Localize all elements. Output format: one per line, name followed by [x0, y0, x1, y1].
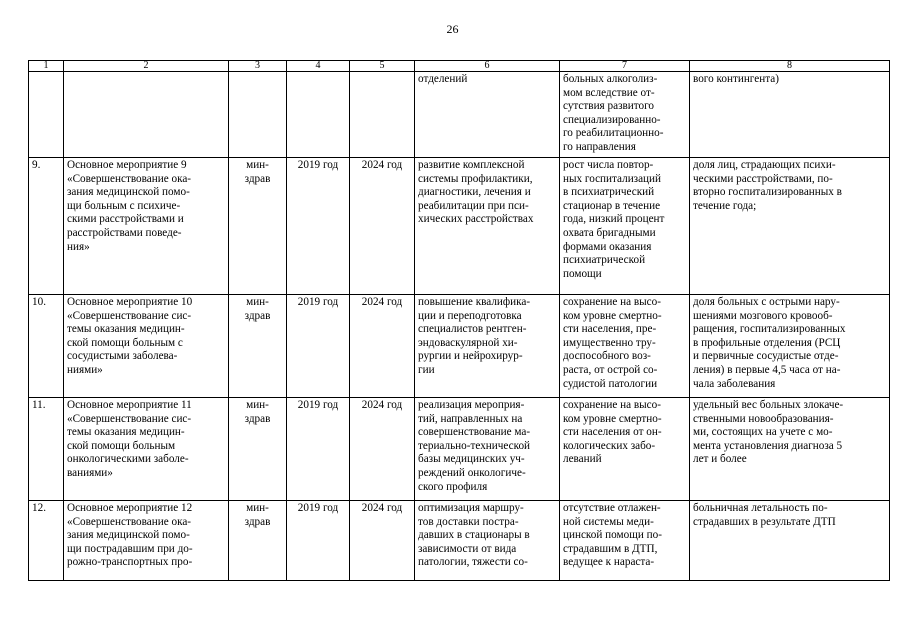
related-indicator: вого контингента)	[690, 72, 890, 158]
start-year: 2019 год	[287, 295, 350, 398]
column-number: 3	[229, 61, 287, 72]
row-number: 9.	[29, 158, 64, 295]
executor: мин- здрав	[229, 295, 287, 398]
expected-result: развитие комплексной системы профилактики, диагностики, лечения и реабилитации при пси- хических расстройствах	[415, 158, 560, 295]
column-number-row	[29, 61, 890, 72]
measure-name: Основное мероприятие 10 «Совершенствование сис- темы оказания медицин- ской помощи больным с сосудистыми заболева- ниями»	[64, 295, 229, 398]
table-row	[29, 295, 890, 398]
row-number	[29, 72, 64, 158]
expected-result: оптимизация маршру- тов доставки постра- давших в стационары в зависимости от вида патологии, тяжести со-	[415, 501, 560, 581]
column-number: 4	[287, 61, 350, 72]
start-year	[287, 72, 350, 158]
expected-result: отделений	[415, 72, 560, 158]
row-number: 10.	[29, 295, 64, 398]
expected-result: повышение квалифика- ции и переподготовка специалистов рентген- эндоваскулярной хи- рургии и нейрохирур- гии	[415, 295, 560, 398]
consequence-of-non-implementation: сохранение на высо- ком уровне смертно- сти населения, пре- имущественно тру- доспособного воз- раста, от острой со- судистой патологии	[560, 295, 690, 398]
table-row	[29, 158, 890, 295]
program-table	[28, 60, 890, 581]
table-row	[29, 72, 890, 158]
end-year: 2024 год	[350, 295, 415, 398]
executor: мин- здрав	[229, 158, 287, 295]
consequence-of-non-implementation: отсутствие отлажен- ной системы меди- цинской помощи по- страдавшим в ДТП, ведущее к нараста-	[560, 501, 690, 581]
related-indicator: больничная летальность по- страдавших в результате ДТП	[690, 501, 890, 581]
executor	[229, 72, 287, 158]
table-row	[29, 398, 890, 501]
measure-name: Основное мероприятие 11 «Совершенствование сис- темы оказания медицин- ской помощи больным онкологическими заболе- ваниями»	[64, 398, 229, 501]
related-indicator: удельный вес больных злокаче- ственными новообразования- ми, состоящих на учете с мо- мента установления диагноза 5 лет и более	[690, 398, 890, 501]
column-number: 5	[350, 61, 415, 72]
consequence-of-non-implementation: сохранение на высо- ком уровне смертно- сти населения от он- кологических забо- леваний	[560, 398, 690, 501]
row-number: 11.	[29, 398, 64, 501]
start-year: 2019 год	[287, 398, 350, 501]
row-number: 12.	[29, 501, 64, 581]
column-number: 6	[415, 61, 560, 72]
end-year: 2024 год	[350, 398, 415, 501]
measure-name: Основное мероприятие 12 «Совершенствование ока- зания медицинской помо- щи пострадавшим при до- рожно-транспортных про-	[64, 501, 229, 581]
consequence-of-non-implementation: рост числа повтор- ных госпитализаций в психиатрический стационар в течение года, низкий процент охвата бригадными формами оказания психиатрической помощи	[560, 158, 690, 295]
end-year: 2024 год	[350, 158, 415, 295]
related-indicator: доля больных с острыми нару- шениями мозгового кровооб- ращения, госпитализированных в профильные отделения (РСЦ и первичные сосудистые отде- ления) в первые 4,5 часа от на- чала заболевания	[690, 295, 890, 398]
measure-name: Основное мероприятие 9 «Совершенствование ока- зания медицинской помо- щи больным с психиче- скими расстройствами и расстройствами поведе- ния»	[64, 158, 229, 295]
start-year: 2019 год	[287, 501, 350, 581]
column-number: 8	[690, 61, 890, 72]
executor: мин- здрав	[229, 398, 287, 501]
column-number: 1	[29, 61, 64, 72]
expected-result: реализация мероприя- тий, направленных на совершенствование ма- териально-технической базы медицинских уч- реждений онкологиче- ского профиля	[415, 398, 560, 501]
page-number: 26	[446, 22, 459, 36]
start-year: 2019 год	[287, 158, 350, 295]
related-indicator: доля лиц, страдающих психи- ческими расстройствами, по- вторно госпитализированных в течение года;	[690, 158, 890, 295]
end-year: 2024 год	[350, 501, 415, 581]
executor: мин- здрав	[229, 501, 287, 581]
column-number: 7	[560, 61, 690, 72]
consequence-of-non-implementation: больных алкоголиз- мом вследствие от- сутствия развитого специализированно- го реабилитационно- го направления	[560, 72, 690, 158]
end-year	[350, 72, 415, 158]
measure-name	[64, 72, 229, 158]
table-row	[29, 501, 890, 581]
column-number: 2	[64, 61, 229, 72]
